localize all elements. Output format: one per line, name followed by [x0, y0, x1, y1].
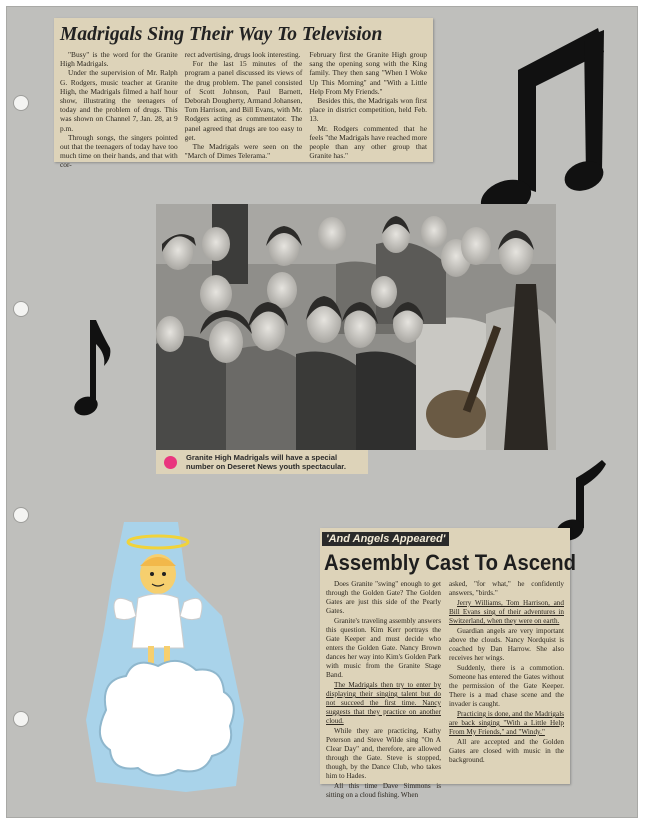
binder-hole [13, 711, 29, 727]
paragraph: The Madrigals were seen on the "March of Dimes Telerama." [184, 142, 303, 161]
paragraph: All are accepted and the Golden Gates are closed with music in the background. [449, 738, 564, 764]
paragraph: Under the supervision of Mr. Ralph G. Rodgers, music teacher at Granite High, the Madrigals filmed a half hour show, illustrating the teenagers of today and the problem of drugs. This was shown on Channel 7, Jan. 28, at 9 p.m. [60, 68, 178, 133]
article-column [309, 50, 427, 170]
paragraph: The Madrigals then try to enter by displaying their singing talent but do not succeed the first time. Nancy suggests that they practice on another cloud. [326, 681, 441, 725]
binder-hole [13, 507, 29, 523]
article-column [326, 580, 441, 801]
article-kicker: 'And Angels Appeared' [322, 532, 449, 546]
article-column [60, 50, 178, 170]
paragraph: Practicing is done, and the Madrigals are back singing "With a Little Help From My Friends," and "Windy." [449, 710, 564, 736]
photo-caption: Granite High Madrigals will have a special number on Deseret News youth spectacular. [156, 450, 368, 474]
paragraph: Besides this, the Madrigals won first place in district competition, held Feb. 13. [309, 96, 428, 124]
binder-hole [13, 95, 29, 111]
article-headline: Madrigals Sing Their Way To Television [60, 24, 383, 45]
paragraph: Granite's traveling assembly answers this question. Kim Kerr portrays the Gate Keeper and must decide who enters the Golden Gate. Nancy Brown dances her way into Kim's Golden Park with music from the Granite Stage Band. [326, 617, 441, 679]
article-column [185, 50, 303, 170]
paragraph: Suddenly, there is a commotion. Someone has entered the Gates without the permission of the Gate Keeper. There is a mad chase scene and the invader is caught. [449, 664, 564, 708]
paragraph: While they are practicing, Kathy Peterson and Steve Wilde sing "On A Clear Day" and, therefore, are allowed through the Gate. Steve is stopped, though, by the Dance Club, who takes him to Hades. [326, 727, 441, 780]
paragraph: All this time Dave Simmons is sitting on a cloud fishing. When [326, 782, 441, 799]
paragraph: asked, "for what," he confidently answers, "birds." [449, 580, 564, 597]
eighth-note-icon [74, 318, 114, 420]
article-headline: Assembly Cast To Ascend [324, 550, 576, 575]
eighth-note-icon [478, 22, 608, 222]
paragraph: Does Granite "swing" enough to get through the Golden Gate? The Golden Gates are just this side of the Pearly Gates. [326, 580, 441, 615]
angel-with-halo-icon [86, 520, 246, 796]
madrigals-group-photo [156, 204, 556, 450]
paragraph: Mr. Rodgers commented that he feels "the Madrigals have reached more people than any other group that Granite has." [309, 123, 428, 161]
article-assembly-cast [320, 528, 576, 799]
paragraph: Through songs, the singers pointed out that the teenagers of today have too much time on their hands, and that with cor- [60, 132, 178, 170]
paragraph: "Busy" is the word for the Granite High Madrigals. [60, 50, 178, 69]
paragraph: rect advertising, drugs look interesting. [184, 50, 301, 59]
paragraph: February first the Granite High group sang the opening song with the King family. They then sang "When I Woke Up This Morning" and "With a Little Help From My Friends." [309, 50, 428, 96]
binder-hole [13, 301, 29, 317]
article-madrigals-television [54, 18, 433, 170]
paragraph: Jerry Williams, Tom Harrison, and Bill Evans sing of their adventures in Switzerland, when they were on earth. [449, 599, 564, 625]
paragraph: For the last 15 minutes of the program a panel discussed its views of the drug problem. The panel consisted of Scott Johnson, Paul Barnett, Deborah Dougherty, Armand Johansen, Tom Harrison, and Bill Evans, with Mr. Rodgers acting as commentator. The panel agreed that drugs are too easy to get. [184, 59, 303, 142]
article-column [449, 580, 564, 801]
pin-marker [164, 456, 177, 469]
paragraph: Guardian angels are very important above the clouds. Nancy Nordquist is coached by Dan Harrow. She also receives her wings. [449, 627, 564, 662]
